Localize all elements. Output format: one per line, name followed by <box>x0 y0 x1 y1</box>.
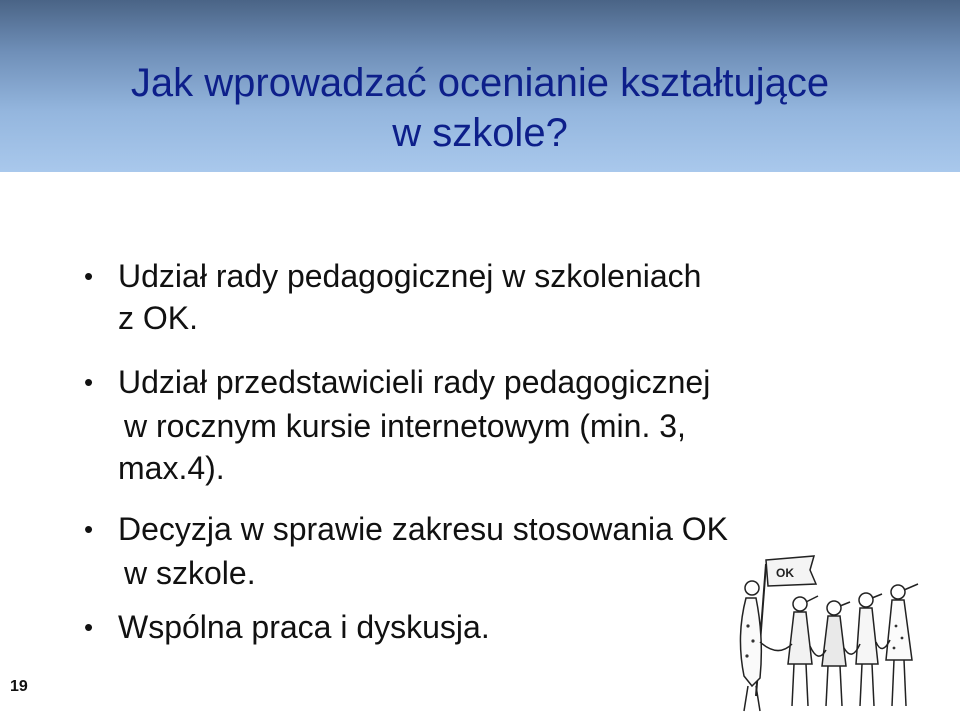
bullet-text: w rocznym kursie internetowym (min. 3, <box>124 408 686 444</box>
bullet-dot-icon: • <box>84 367 94 397</box>
people-holding-hands-with-ok-flag-icon <box>722 546 932 717</box>
bullet-text: w szkole. <box>124 555 256 591</box>
flag-label: OK <box>776 566 794 580</box>
bullet-dot-icon: • <box>84 612 94 642</box>
bullet-text: Wspólna praca i dyskusja. <box>118 609 490 645</box>
bullet-dot-icon: • <box>84 261 94 291</box>
bullet-text: Decyzja w sprawie zakresu stosowania OK <box>118 511 729 547</box>
page-number: 19 <box>10 678 28 695</box>
bullet-dot-icon: • <box>84 514 94 544</box>
bullet-item <box>84 255 884 339</box>
bullet-text: Udział rady pedagogicznej w szkoleniach <box>118 258 702 294</box>
bullet-item <box>84 361 884 489</box>
bullet-text: max.4). <box>118 450 225 486</box>
slide-title-line2: w szkole? <box>392 111 568 155</box>
slide-title <box>0 58 960 158</box>
bullet-text: z OK. <box>118 300 199 336</box>
slide-title-line1: Jak wprowadzać ocenianie kształtujące <box>130 61 830 105</box>
bullet-text: Udział przedstawicieli rady pedagogicznej <box>118 364 711 400</box>
